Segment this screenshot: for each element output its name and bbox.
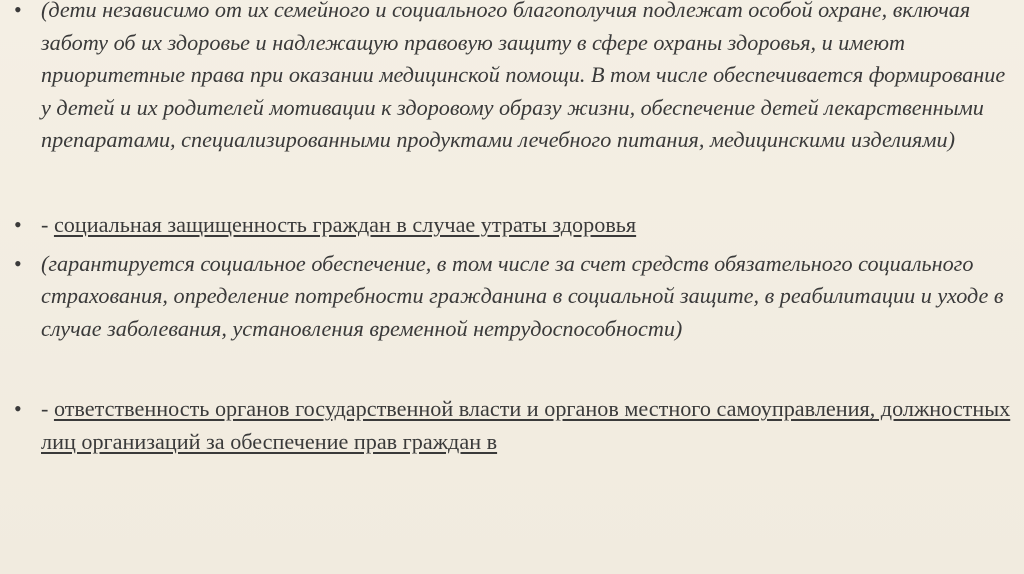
item-heading-text: ответственность органов государственной власти и органов местного самоуправления, должностных лиц организаций за обеспечение прав граждан в bbox=[41, 396, 1011, 454]
list-item-social-protection-heading bbox=[14, 209, 1014, 242]
item-heading-text: социальная защищенность граждан в случае утраты здоровья bbox=[53, 211, 637, 237]
bullet-marker: • bbox=[14, 250, 22, 276]
list-item-authority-responsibility-heading bbox=[14, 393, 1014, 458]
item-prefix: - bbox=[41, 396, 54, 422]
item-text: (дети независимо от их семейного и социального благополучия подлежат особой охране, включая заботу об их здоровье и надлежащую правовую защиту в сфере охраны здоровья, и имеют приоритетные права при оказании медицинской помощи. В том числе обеспечивается формирование у детей и их родителей мотивации к здоровому образу жизни, обеспечение детей лекарственными препаратами, специализированными продуктами лечебного питания, медицинскими изделиями) bbox=[41, 0, 1006, 153]
bullet-list bbox=[14, 0, 1014, 459]
bullet-marker: • bbox=[14, 211, 22, 237]
item-prefix: - bbox=[41, 211, 54, 237]
bullet-marker: • bbox=[14, 0, 22, 22]
bullet-marker: • bbox=[14, 396, 22, 422]
item-text: (гарантируется социальное обеспечение, в том числе за счет средств обязательного социального страхования, определение потребности гражданина в социальной защите, в реабилитации и уходе в случае заболевания, установления временной нетрудоспособности) bbox=[41, 250, 1004, 341]
list-item-children-protection bbox=[14, 0, 1014, 157]
list-item-social-security bbox=[14, 248, 1014, 346]
